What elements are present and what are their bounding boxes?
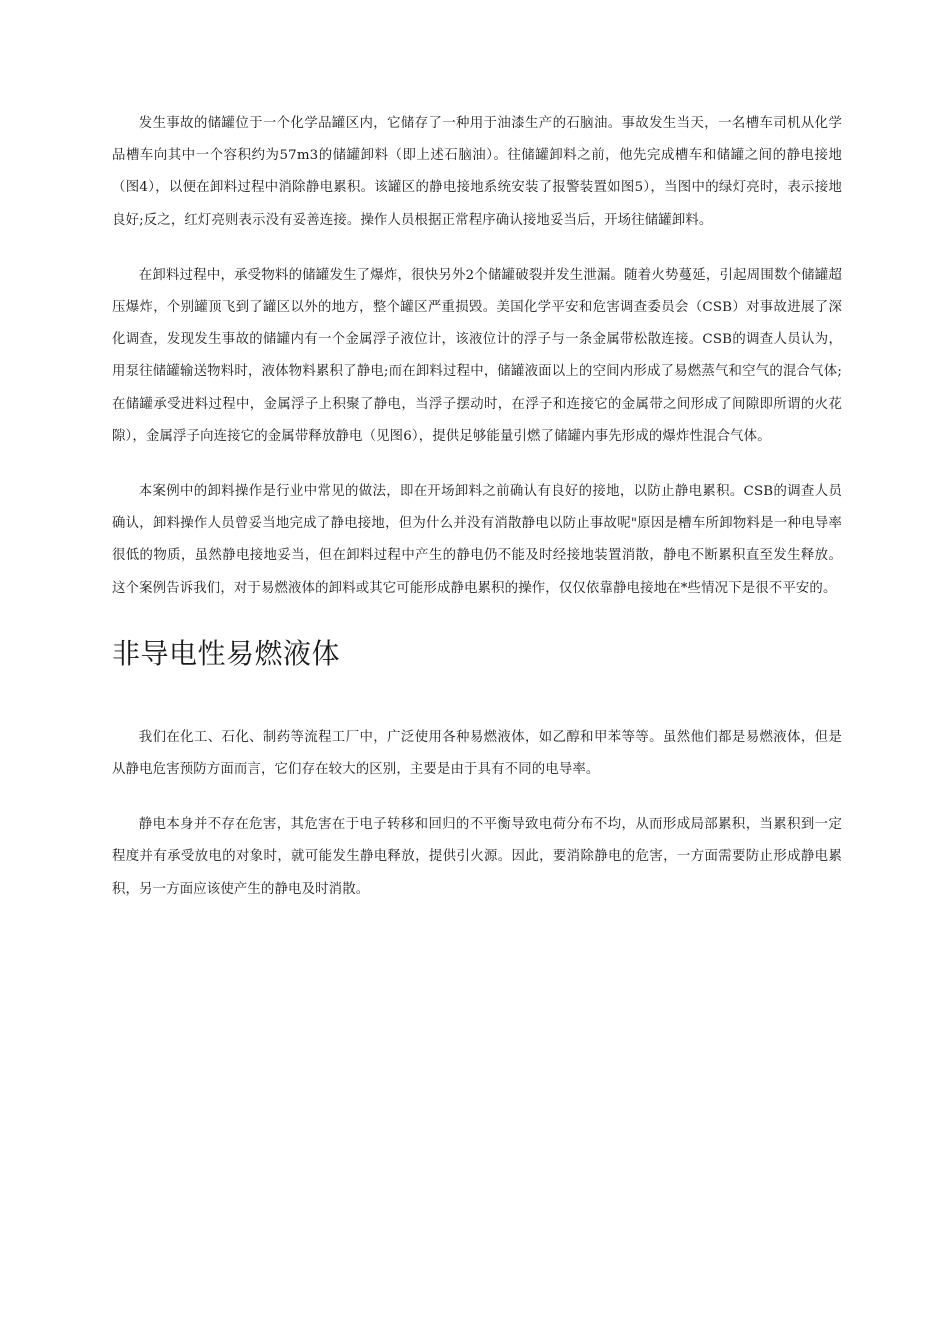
- section-heading: 非导电性易燃液体: [112, 636, 341, 670]
- paragraph-tank-description: 发生事故的储罐位于一个化学品罐区内，它储存了一种用于油漆生产的石脑油。事故发生当天，一名槽车司机从化学品槽车向其中一个容积约为57m3的储罐卸料（即上述石脑油）。往储罐卸料之前，他先完成槽车和储罐之间的静电接地（图4），以便在卸料过程中消除静电累积。该罐区的静电接地系统安装了报警装置如图5），当图中的绿灯亮时，表示接地良好;反之，红灯亮则表示没有妥善连接。操作人员根据正常程序确认接地妥当后，开场往储罐卸料。: [112, 116, 842, 228]
- paragraph-static-hazard: 静电本身并不存在危害，其危害在于电子转移和回归的不平衡导致电荷分布不均，从而形成局部累积，当累积到一定程度并有承受放电的对象时，就可能发生静电释放，提供引火源。因此，要消除静电的危害，一方面需要防止形成静电累积，另一方面应该使产生的静电及时消散。: [112, 817, 842, 897]
- document-page: [112, 108, 842, 906]
- paragraph-case-lesson: 本案例中的卸料操作是行业中常见的做法，即在开场卸料之前确认有良好的接地，以防止静电累积。CSB的调查人员确认，卸料操作人员曾妥当地完成了静电接地，但为什么并没有消散静电以防止事故呢"原因是槽车所卸物料是一种电导率很低的物质，虽然静电接地妥当，但在卸料过程中产生的静电仍不能及时经接地装置消散，静电不断累积直至发生释放。这个案例告诉我们，对于易燃液体的卸料或其它可能形成静电累积的操作，仅仅依靠静电接地在*些情况下是很不平安的。: [112, 484, 842, 596]
- paragraph-explosion-investigation: 在卸料过程中，承受物料的储罐发生了爆炸，很快另外2个储罐破裂并发生泄漏。随着火势蔓延，引起周围数个储罐超压爆炸，个别罐顶飞到了罐区以外的地方，整个罐区严重损毁。美国化学平安和危害调查委员会（CSB）对事故进展了深化调查，发现发生事故的储罐内有一个金属浮子液位计，该液位计的浮子与一条金属带松散连接。CSB的调查人员认为，用泵往储罐输送物料时，液体物料累积了静电;而在卸料过程中，储罐液面以上的空间内形成了易燃蒸气和空气的混合气体;在储罐承受进料过程中，金属浮子上积聚了静电，当浮子摆动时，在浮子和连接它的金属带之间形成了间隙即所谓的火花隙），金属浮子向连接它的金属带释放静电（见图6），提供足够能量引燃了储罐内事先形成的爆炸性混合气体。: [112, 267, 842, 444]
- paragraph-flammable-liquids: 我们在化工、石化、制药等流程工厂中，广泛使用各种易燃液体，如乙醇和甲苯等等。虽然他们都是易燃液体，但是从静电危害预防方面而言，它们存在较大的区别，主要是由于具有不同的电导率。: [112, 729, 842, 778]
